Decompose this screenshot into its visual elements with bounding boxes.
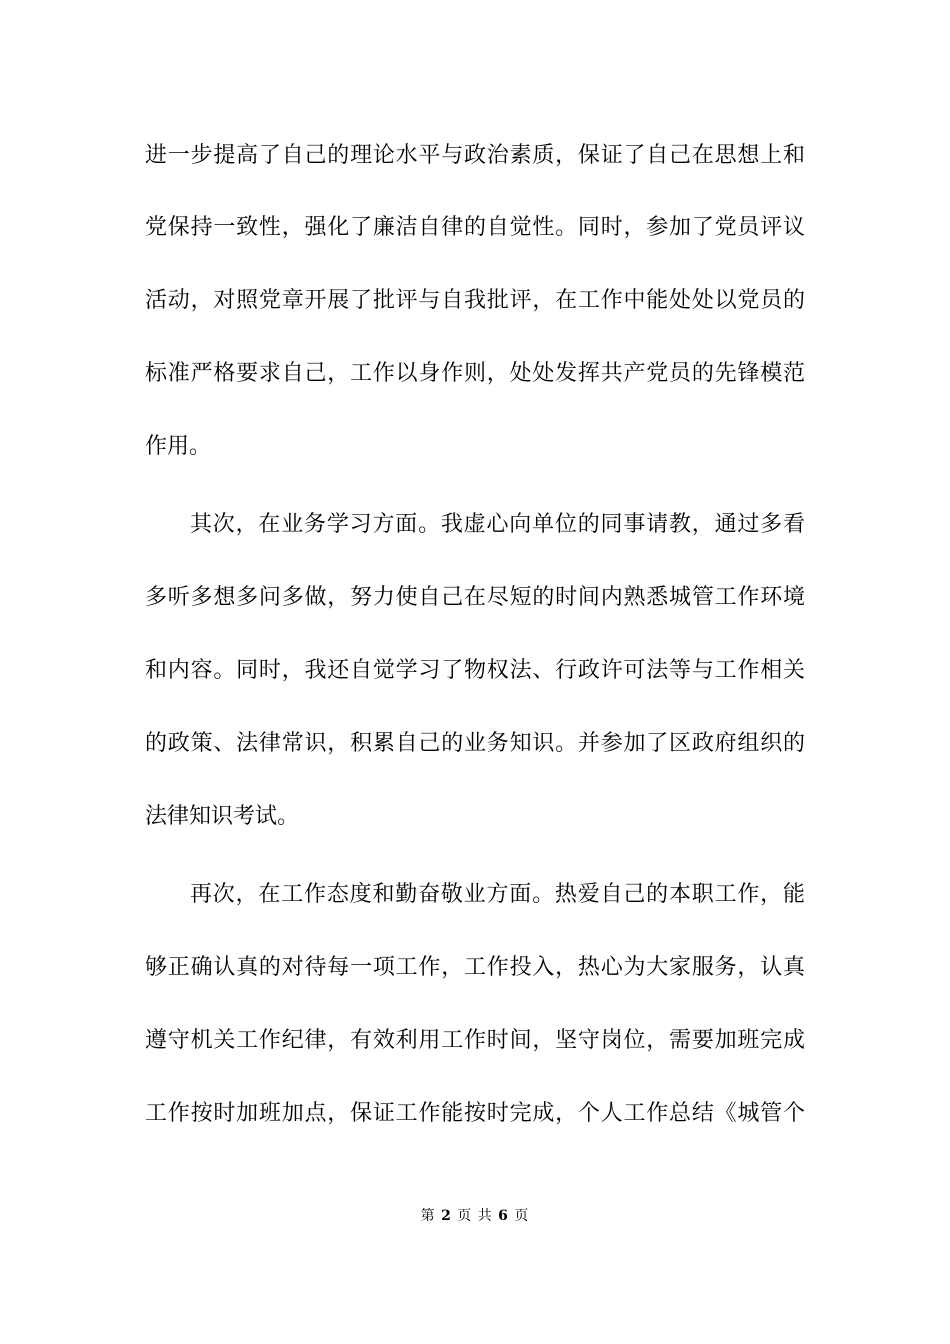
footer-mid: 页 共	[457, 1208, 493, 1224]
current-page-number: 2	[441, 1208, 452, 1224]
paragraph-line: 再次，在工作态度和勤奋敬业方面。热爱自己的本职工作，能	[190, 882, 805, 907]
paragraph-line: 够正确认真的对待每一项工作，工作投入，热心为大家服务，认真	[145, 955, 805, 980]
footer-suffix: 页	[514, 1208, 530, 1224]
paragraph-line: 活动，对照党章开展了批评与自我批评，在工作中能处处以党员的	[145, 288, 805, 313]
paragraph-line: 的政策、法律常识，积累自己的业务知识。并参加了区政府组织的	[145, 731, 805, 756]
paragraph-line: 多听多想多问多做，努力使自己在尽短的时间内熟悉城管工作环境	[145, 585, 805, 610]
paragraph-line: 党保持一致性，强化了廉洁自律的自觉性。同时，参加了党员评议	[145, 215, 805, 240]
footer-prefix: 第	[420, 1208, 436, 1224]
total-page-number: 6	[498, 1208, 509, 1224]
paragraph-line: 进一步提高了自己的理论水平与政治素质，保证了自己在思想上和	[145, 143, 805, 168]
paragraph-line: 遵守机关工作纪律，有效利用工作时间，坚守岗位，需要加班完成	[145, 1028, 805, 1053]
paragraph-line: 法律知识考试。	[145, 804, 300, 829]
paragraph-line: 和内容。同时，我还自觉学习了物权法、行政许可法等与工作相关	[145, 658, 805, 683]
paragraph-line: 作用。	[145, 434, 212, 459]
paragraph-line: 工作按时加班加点，保证工作能按时完成，个人工作总结《城管个	[145, 1101, 805, 1126]
paragraph-line: 其次，在业务学习方面。我虚心向单位的同事请教，通过多看	[190, 512, 805, 537]
page-number-footer	[0, 1206, 950, 1226]
paragraph-line: 标准严格要求自己，工作以身作则，处处发挥共产党员的先锋模范	[145, 361, 805, 386]
